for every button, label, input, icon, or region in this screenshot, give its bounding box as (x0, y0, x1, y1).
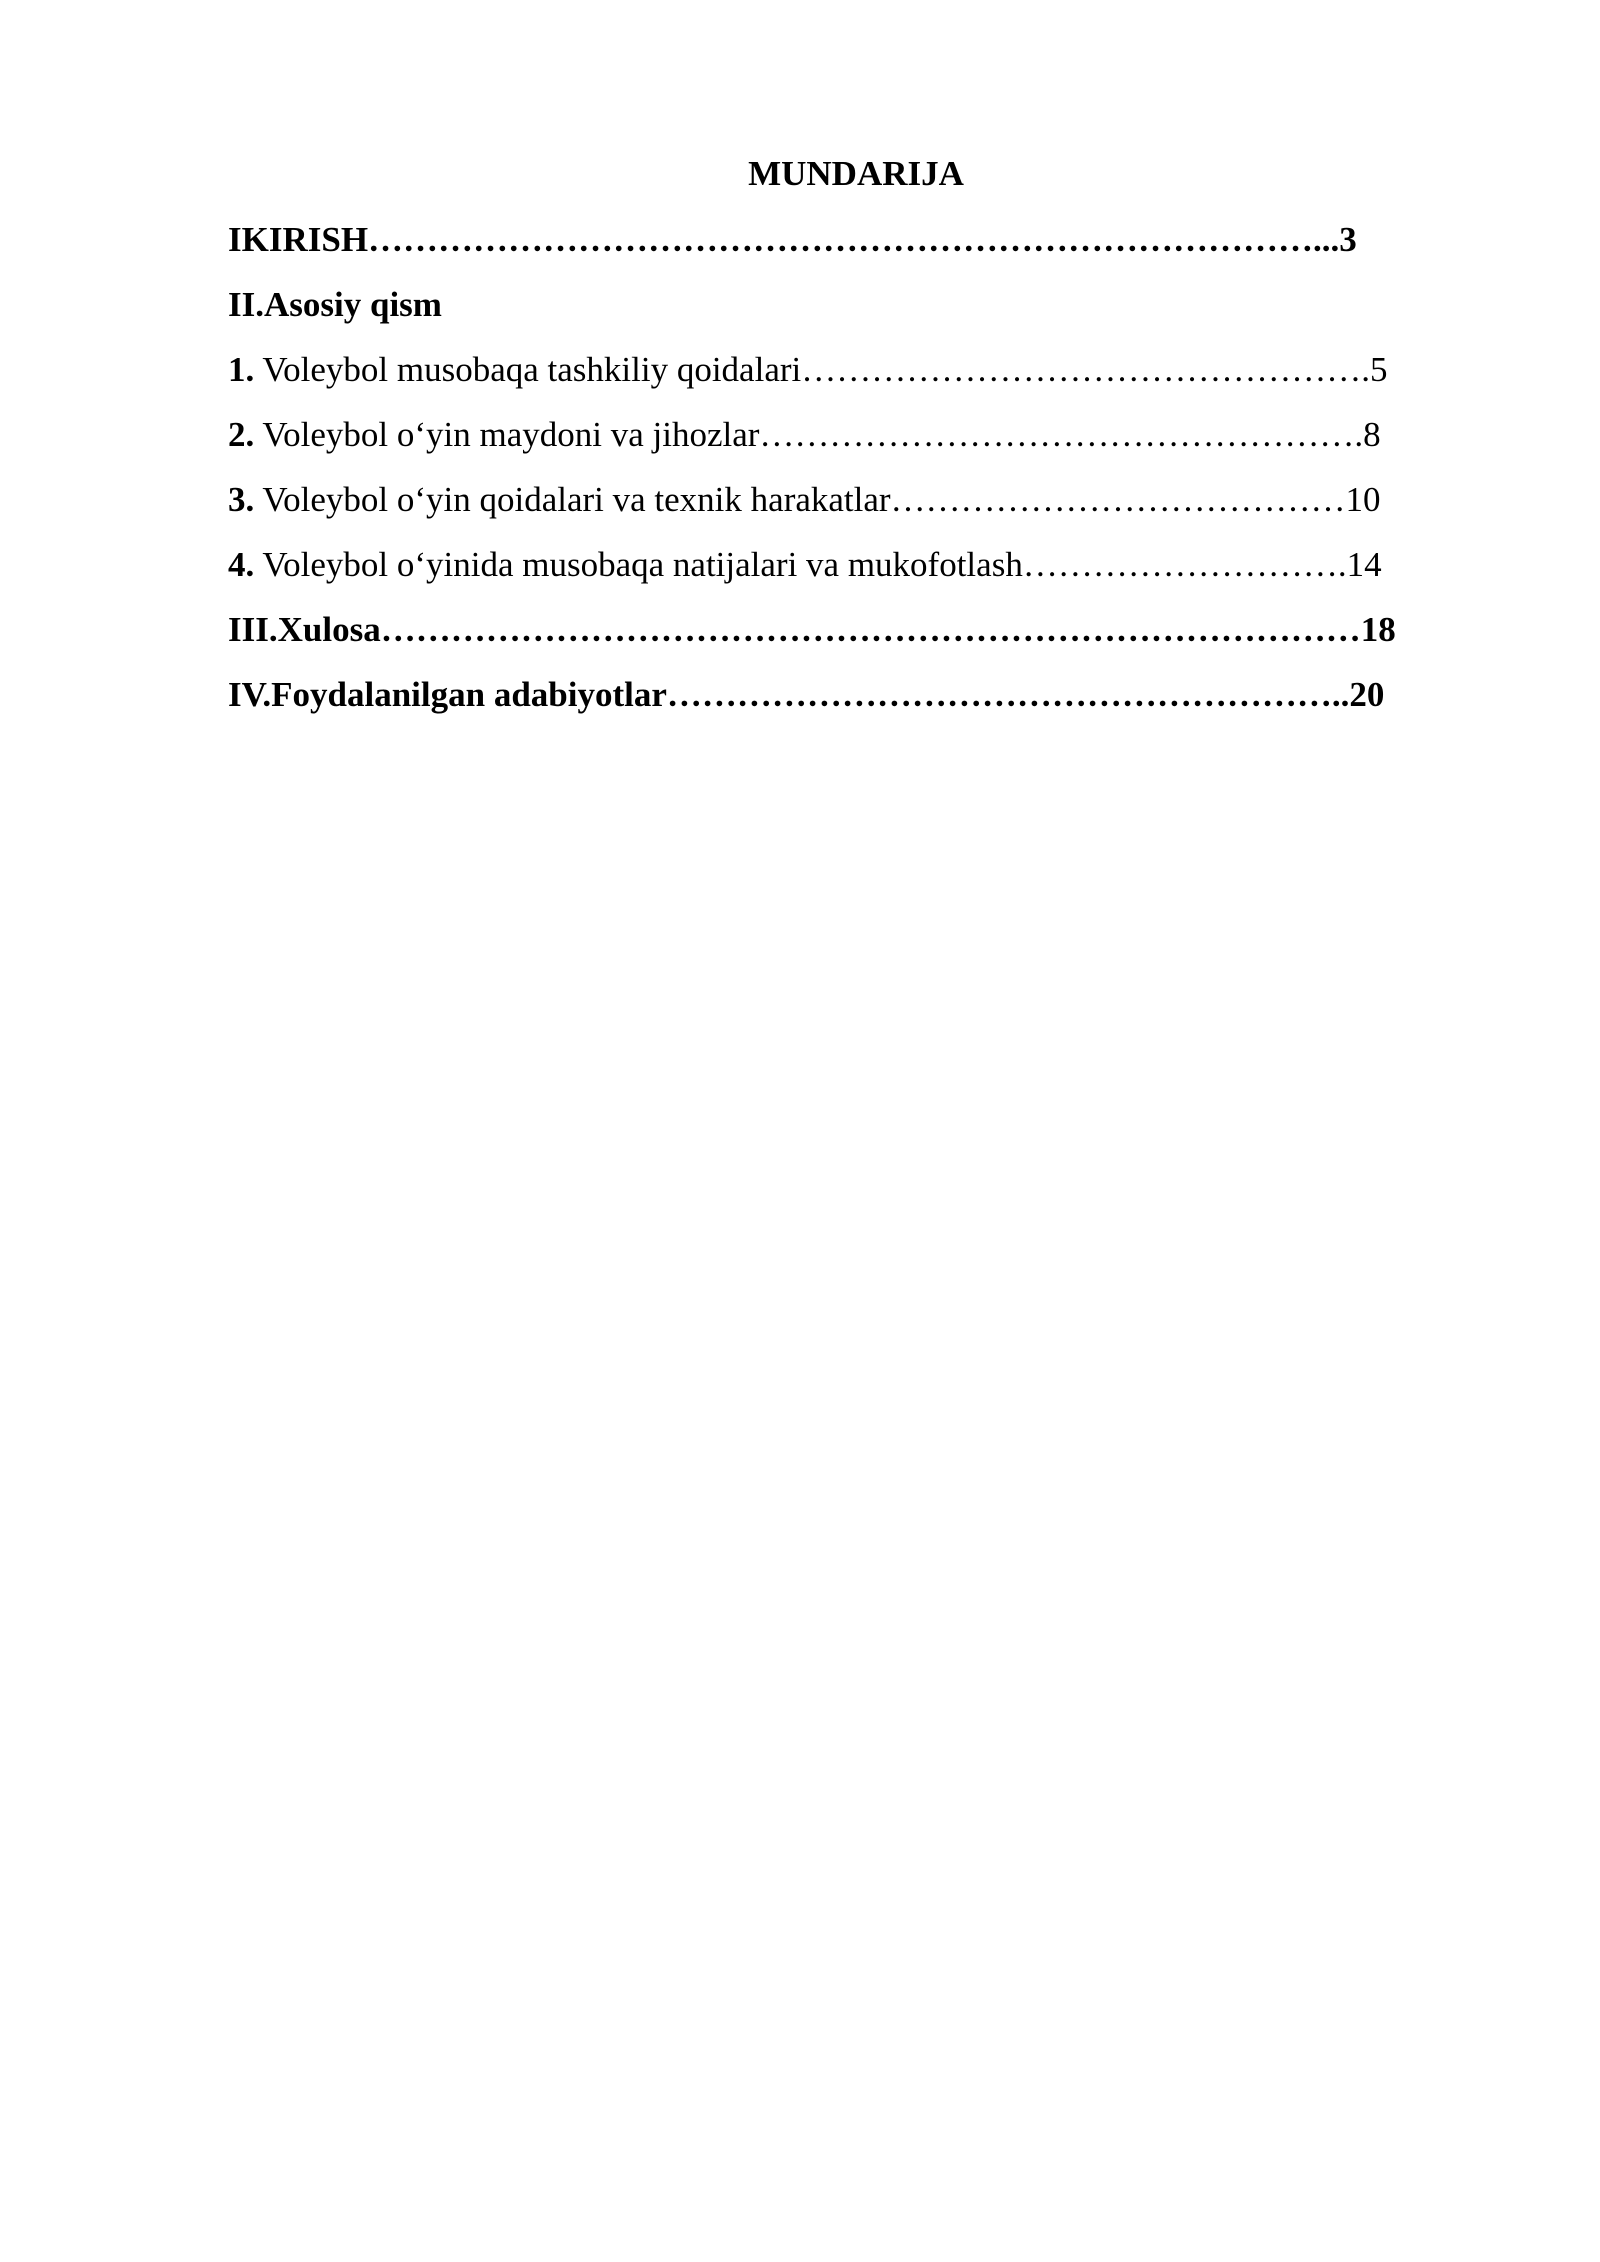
toc-entry-text: Voleybol o‘yin maydoni va jihozlar…………………………………………….8 (254, 415, 1381, 454)
toc-entry-3 (228, 478, 1381, 522)
toc-entry-introduction (228, 218, 1357, 262)
toc-entry-main-part (228, 283, 442, 327)
toc-entry-text: IKIRISH………………………………………………………………………...3 (228, 220, 1357, 259)
toc-entry-number: 2. (228, 415, 255, 454)
toc-entry-number: 4. (228, 545, 255, 584)
toc-entry-text: Voleybol o‘yin qoidalari va texnik harakatlar…………………………………10 (254, 480, 1381, 519)
toc-entry-number: 3. (228, 480, 255, 519)
toc-entry-references (228, 673, 1384, 717)
toc-entry-text: Voleybol o‘yinida musobaqa natijalari va mukofotlash……………………….14 (254, 545, 1382, 584)
toc-entry-4 (228, 543, 1382, 587)
toc-entry-text: II.Asosiy qism (228, 285, 442, 324)
toc-entry-text: IV.Foydalanilgan adabiyotlar…………………………………………………..20 (228, 675, 1385, 714)
toc-entry-conclusion (228, 608, 1396, 652)
toc-entry-text: Voleybol musobaqa tashkiliy qoidalari………………………………………….5 (254, 350, 1388, 389)
toc-entry-1 (228, 348, 1387, 392)
toc-entry-number: 1. (228, 350, 255, 389)
toc-title: MUNDARIJA (748, 154, 964, 193)
toc-entry-2 (228, 413, 1381, 457)
toc-entry-text: III.Xulosa…………………………………………………………………………18 (228, 610, 1396, 649)
